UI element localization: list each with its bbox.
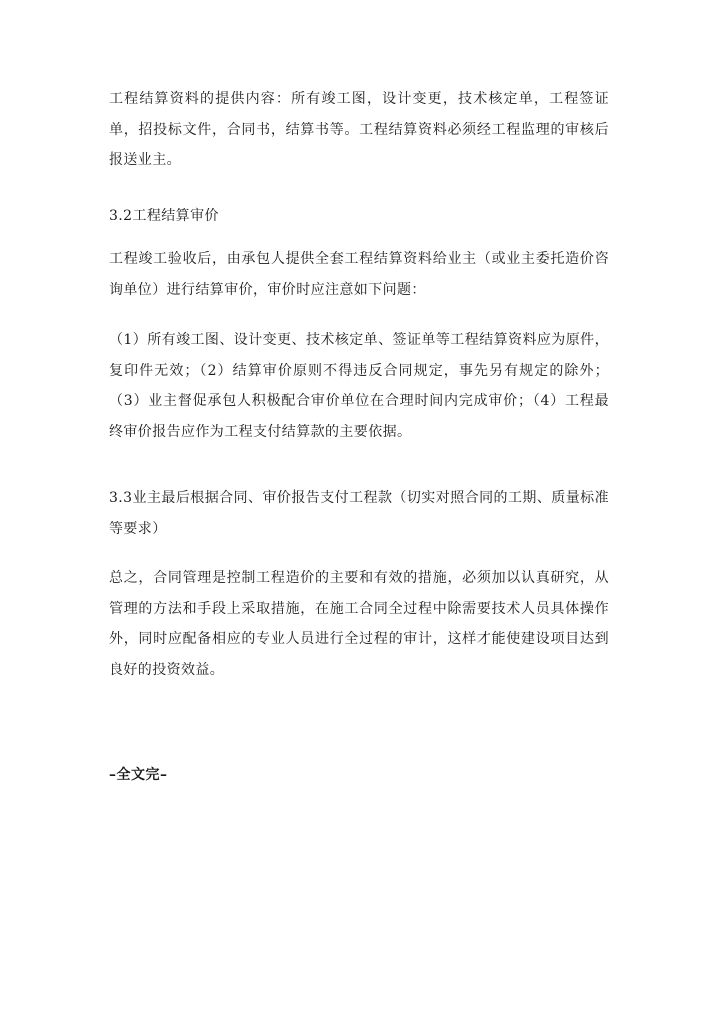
end-mark: –全文完–	[109, 767, 168, 783]
paragraph-conclusion: 总之，合同管理是控制工程造价的主要和有效的措施，必须加以认真研究，从管理的方法和手段上采取措施，在施工合同全过程中除需要技术人员具体操作外，同时应配备相应的专业人员进行全过程的审计，这样才能使建设项目达到良好的投资效益。	[109, 570, 609, 678]
paragraph-settlement-materials: 工程结算资料的提供内容：所有竣工图，设计变更，技术核定单，工程签证单，招投标文件，合同书，结算书等。工程结算资料必须经工程监理的审核后报送业主。	[109, 91, 609, 168]
section-heading-3-3: 3.3业主最后根据合同、审价报告支付工程款（切实对照合同的工期、质量标准等要求）	[109, 490, 609, 537]
paragraph-audit-points: （1）所有竣工图、设计变更、技术核定单、签证单等工程结算资料应为原件，复印件无效；（2）结算审价原则不得违反合同规定，事先另有规定的除外；（3）业主督促承包人积极配合审价单位在合理时间内完成审价；（4）工程最终审价报告应作为工程支付结算款的主要依据。	[109, 332, 609, 440]
paragraph-settlement-audit: 工程竣工验收后，由承包人提供全套工程结算资料给业主（或业主委托造价咨询单位）进行结算审价，审价时应注意如下问题：	[109, 251, 609, 298]
section-heading-3-2: 3.2工程结算审价	[109, 208, 219, 224]
